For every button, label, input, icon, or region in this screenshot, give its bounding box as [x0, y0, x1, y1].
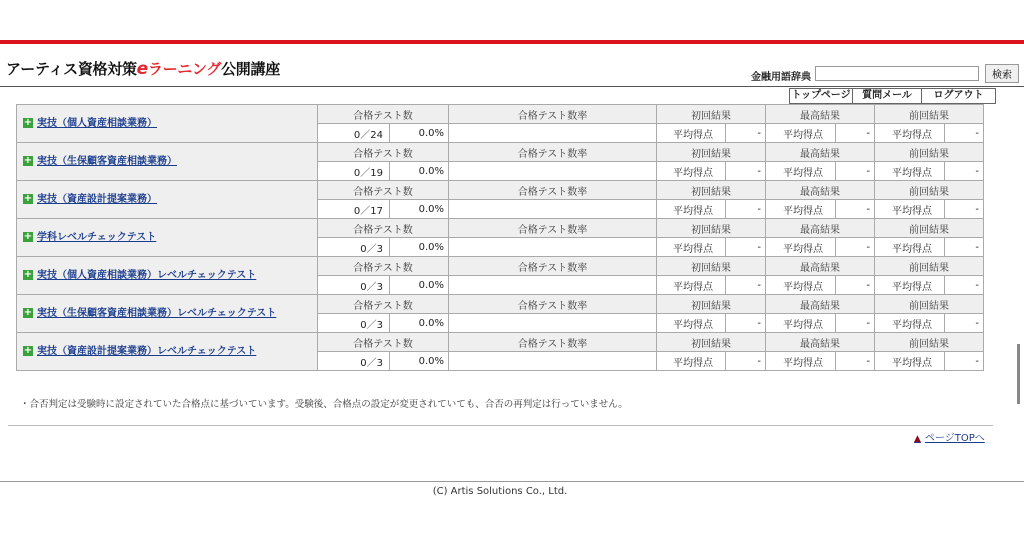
logo-e-mark: e — [136, 59, 148, 79]
result-header-row — [17, 257, 984, 276]
result-name-cell — [17, 219, 318, 257]
first-result-header: 初回結果 — [657, 257, 766, 276]
pass-rate-value: 0.0% — [390, 238, 449, 257]
first-avg-label: 平均得点 — [657, 352, 726, 371]
first-result-header: 初回結果 — [657, 219, 766, 238]
first-avg-label: 平均得点 — [657, 314, 726, 333]
first-avg-value: - — [726, 162, 766, 181]
best-avg-value: - — [836, 276, 875, 295]
pass-count-header: 合格テスト数 — [318, 105, 449, 124]
test-name-link[interactable]: 実技（個人資産相談業務）レベルチェックテスト — [37, 270, 257, 281]
first-result-header: 初回結果 — [657, 295, 766, 314]
first-avg-value: - — [726, 124, 766, 143]
pass-count-value: 0／19 — [318, 162, 390, 181]
footer-divider — [0, 481, 1024, 482]
pass-rate-header: 合格テスト数率 — [449, 333, 657, 352]
first-avg-label: 平均得点 — [657, 276, 726, 295]
test-name-link[interactable]: 実技（個人資産相談業務） — [37, 118, 157, 129]
pass-rate-bar — [449, 276, 657, 295]
pass-rate-value: 0.0% — [390, 276, 449, 295]
dictionary-search-input[interactable] — [815, 66, 979, 81]
first-result-header: 初回結果 — [657, 105, 766, 124]
content-divider — [8, 425, 993, 426]
first-avg-label: 平均得点 — [657, 124, 726, 143]
pass-count-header: 合格テスト数 — [318, 333, 449, 352]
best-avg-label: 平均得点 — [766, 352, 836, 371]
pass-count-value: 0／24 — [318, 124, 390, 143]
expand-plus-icon[interactable]: + — [23, 345, 33, 356]
result-name-cell — [17, 333, 318, 371]
best-avg-value: - — [836, 124, 875, 143]
best-result-header: 最高結果 — [766, 105, 875, 124]
results-table — [16, 104, 984, 371]
last-result-header: 前回結果 — [875, 105, 984, 124]
best-avg-label: 平均得点 — [766, 314, 836, 333]
pass-count-header: 合格テスト数 — [318, 143, 449, 162]
first-avg-value: - — [726, 276, 766, 295]
page-top-link[interactable] — [914, 429, 985, 444]
expand-plus-icon[interactable]: + — [23, 307, 33, 318]
first-avg-value: - — [726, 352, 766, 371]
scrollbar-thumb[interactable] — [1017, 344, 1020, 404]
last-result-header: 前回結果 — [875, 257, 984, 276]
pass-rate-bar — [449, 162, 657, 181]
search-button[interactable]: 検索 — [985, 64, 1019, 83]
pass-rate-value: 0.0% — [390, 124, 449, 143]
first-avg-value: - — [726, 314, 766, 333]
best-avg-value: - — [836, 238, 875, 257]
last-result-header: 前回結果 — [875, 295, 984, 314]
pass-rate-bar — [449, 314, 657, 333]
pass-count-value: 0／3 — [318, 314, 390, 333]
pass-rate-header: 合格テスト数率 — [449, 105, 657, 124]
last-avg-value: - — [945, 276, 984, 295]
best-avg-value: - — [836, 314, 875, 333]
result-header-row — [17, 181, 984, 200]
result-header-row — [17, 333, 984, 352]
test-name-link[interactable]: 実技（資産設計提案業務） — [37, 194, 157, 205]
site-logo[interactable] — [6, 58, 280, 79]
test-name-link[interactable]: 実技（資産設計提案業務）レベルチェックテスト — [37, 346, 257, 357]
result-name-cell — [17, 143, 318, 181]
last-avg-value: - — [945, 124, 984, 143]
pass-rate-header: 合格テスト数率 — [449, 295, 657, 314]
pass-count-header: 合格テスト数 — [318, 257, 449, 276]
pass-rate-header: 合格テスト数率 — [449, 219, 657, 238]
pass-count-header: 合格テスト数 — [318, 219, 449, 238]
last-avg-label: 平均得点 — [875, 124, 945, 143]
pass-count-value: 0／3 — [318, 276, 390, 295]
result-header-row — [17, 295, 984, 314]
top-accent-bar — [0, 40, 1024, 44]
pass-rate-bar — [449, 200, 657, 219]
header-divider — [0, 86, 1024, 87]
pass-rate-bar — [449, 124, 657, 143]
nav-logout[interactable]: ログアウト — [922, 89, 996, 103]
page-scrollbar[interactable] — [1012, 104, 1020, 404]
test-name-link[interactable]: 実技（生保顧客資産相談業務）レベルチェックテスト — [37, 308, 277, 319]
pass-rate-bar — [449, 238, 657, 257]
last-result-header: 前回結果 — [875, 181, 984, 200]
copyright: (C) Artis Solutions Co., Ltd. — [432, 486, 568, 497]
logo-text-3: 公開講座 — [221, 60, 280, 78]
pass-rate-header: 合格テスト数率 — [449, 257, 657, 276]
last-avg-value: - — [945, 162, 984, 181]
pass-rate-value: 0.0% — [390, 162, 449, 181]
expand-plus-icon[interactable]: + — [23, 155, 33, 166]
top-nav — [789, 88, 996, 104]
first-avg-value: - — [726, 200, 766, 219]
pass-rate-header: 合格テスト数率 — [449, 181, 657, 200]
pass-count-header: 合格テスト数 — [318, 181, 449, 200]
best-avg-value: - — [836, 200, 875, 219]
best-avg-label: 平均得点 — [766, 238, 836, 257]
best-result-header: 最高結果 — [766, 257, 875, 276]
expand-plus-icon[interactable]: + — [23, 117, 33, 128]
best-avg-label: 平均得点 — [766, 276, 836, 295]
result-name-cell — [17, 295, 318, 333]
first-result-header: 初回結果 — [657, 181, 766, 200]
best-result-header: 最高結果 — [766, 295, 875, 314]
best-avg-value: - — [836, 162, 875, 181]
first-result-header: 初回結果 — [657, 333, 766, 352]
pass-count-value: 0／3 — [318, 352, 390, 371]
expand-plus-icon[interactable]: + — [23, 193, 33, 204]
best-result-header: 最高結果 — [766, 143, 875, 162]
pass-rate-value: 0.0% — [390, 314, 449, 333]
best-avg-label: 平均得点 — [766, 124, 836, 143]
best-avg-label: 平均得点 — [766, 162, 836, 181]
triangle-up-icon: ▲ — [914, 434, 921, 444]
first-avg-label: 平均得点 — [657, 238, 726, 257]
first-avg-label: 平均得点 — [657, 200, 726, 219]
last-avg-label: 平均得点 — [875, 314, 945, 333]
pass-rate-value: 0.0% — [390, 352, 449, 371]
result-name-cell — [17, 105, 318, 143]
pass-judgement-note: ・合否判定は受験時に設定されていた合格点に基づいています。受験後、合格点の設定が変更されていても、合否の再判定は行っていません。 — [20, 399, 628, 410]
result-name-cell — [17, 257, 318, 295]
expand-plus-icon[interactable]: + — [23, 231, 33, 242]
last-avg-label: 平均得点 — [875, 238, 945, 257]
last-result-header: 前回結果 — [875, 219, 984, 238]
best-avg-value: - — [836, 352, 875, 371]
pass-rate-header: 合格テスト数率 — [449, 143, 657, 162]
last-avg-value: - — [945, 238, 984, 257]
last-avg-label: 平均得点 — [875, 352, 945, 371]
result-header-row — [17, 219, 984, 238]
result-name-cell — [17, 181, 318, 219]
expand-plus-icon[interactable]: + — [23, 269, 33, 280]
last-avg-value: - — [945, 200, 984, 219]
pass-count-value: 0／17 — [318, 200, 390, 219]
best-result-header: 最高結果 — [766, 181, 875, 200]
pass-count-header: 合格テスト数 — [318, 295, 449, 314]
result-header-row — [17, 143, 984, 162]
logo-text-1: アーティス資格対策 — [6, 60, 137, 78]
dictionary-label: 金融用語辞典 — [751, 72, 811, 83]
first-result-header: 初回結果 — [657, 143, 766, 162]
best-result-header: 最高結果 — [766, 219, 875, 238]
page-top-label: ページTOPへ — [924, 433, 985, 444]
first-avg-value: - — [726, 238, 766, 257]
last-result-header: 前回結果 — [875, 143, 984, 162]
pass-count-value: 0／3 — [318, 238, 390, 257]
result-header-row — [17, 105, 984, 124]
test-name-link[interactable]: 学科レベルチェックテスト — [37, 232, 157, 243]
last-avg-label: 平均得点 — [875, 200, 945, 219]
last-avg-value: - — [945, 352, 984, 371]
first-avg-label: 平均得点 — [657, 162, 726, 181]
last-avg-label: 平均得点 — [875, 276, 945, 295]
logo-text-2: ラーニング — [147, 60, 222, 78]
nav-question-mail[interactable]: 質問メール — [853, 89, 922, 103]
pass-rate-value: 0.0% — [390, 200, 449, 219]
best-result-header: 最高結果 — [766, 333, 875, 352]
last-avg-label: 平均得点 — [875, 162, 945, 181]
last-avg-value: - — [945, 314, 984, 333]
best-avg-label: 平均得点 — [766, 200, 836, 219]
last-result-header: 前回結果 — [875, 333, 984, 352]
nav-top-page[interactable]: トップページ — [790, 89, 853, 103]
test-name-link[interactable]: 実技（生保顧客資産相談業務） — [37, 156, 177, 167]
pass-rate-bar — [449, 352, 657, 371]
